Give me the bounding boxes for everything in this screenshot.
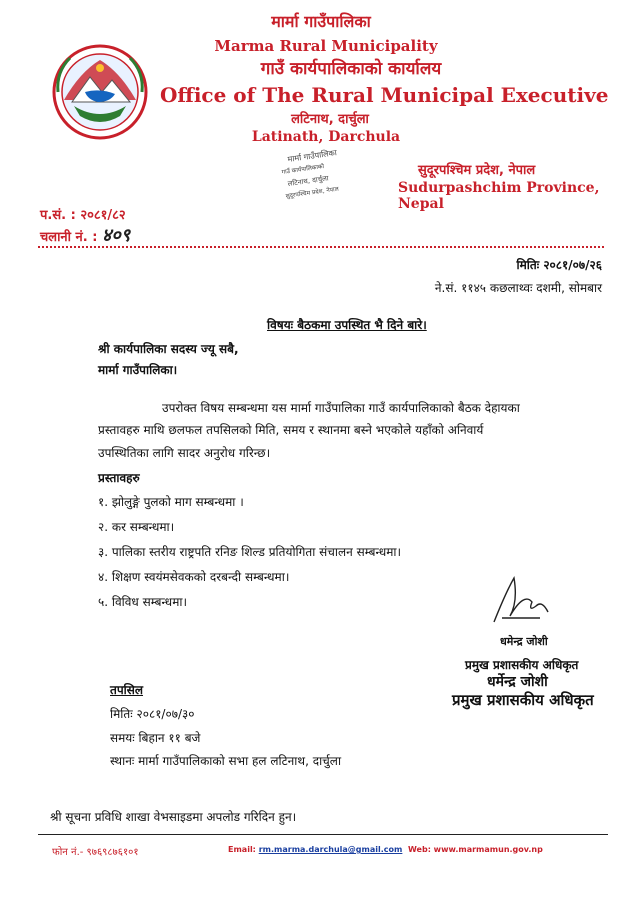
date-line [516, 256, 602, 273]
svg-text:लटिनाथ, दार्चुला: लटिनाथ, दार्चुला [287, 174, 330, 188]
proposal-item-5: ५. विविध सम्बन्धमा। [98, 595, 188, 609]
header-divider [38, 246, 604, 248]
nepal-sambat-line: ने.सं. ११४५ कछलाथ्वः दशमी, सोमबार [434, 281, 602, 295]
svg-text:मार्मा गाउँपालिका: मार्मा गाउँपालिका [287, 148, 338, 164]
en-province: Sudurpashchim Province, Nepal [398, 180, 600, 212]
tapsil-date: मितिः २०८१/०७/३० [110, 707, 195, 721]
chalani-label: चलानी नं. : [40, 230, 98, 245]
seal-icon [268, 148, 376, 204]
cc-line: श्री सूचना प्रविधि शाखा वेभसाइडमा अपलोड गरिदिन हुन। [50, 810, 297, 824]
svg-text:गाउँ कार्यपालिकाको: गाउँ कार्यपालिकाको [281, 163, 325, 176]
signatory-name-stamp: धर्मेन्द्र जोशी [487, 674, 548, 690]
municipality-emblem [50, 42, 150, 142]
footer-email [228, 845, 402, 854]
body-line-2: प्रस्तावहरु माथि छलफल तपसिलको मिति, समय र स्थानमा बस्ने भएकोले यहाँको अनिवार्य [98, 423, 484, 437]
proposals-heading: प्रस्तावहरु [98, 471, 140, 485]
en-address: Latinath, Darchula [251, 129, 401, 145]
handwritten-signature [484, 572, 556, 628]
en-municipality-name: Marma Rural Municipality [214, 37, 438, 55]
footer-website[interactable]: Web: www.marmamun.gov.np [408, 845, 543, 854]
subject-line: विषयः बैठकमा उपस्थित भै दिने बारे। [267, 318, 427, 332]
email-label: Email: [228, 845, 256, 854]
ref-ps [40, 205, 126, 223]
tapsil-heading: तपसिल [110, 683, 144, 697]
email-link[interactable]: rm.marma.darchula@gmail.com [258, 845, 403, 854]
date-value: २०८१/०७/२६ [543, 258, 602, 272]
body-line-3: उपस्थितिका लागि सादर अनुरोध गरिन्छ। [98, 446, 271, 460]
footer-divider [38, 834, 608, 835]
office-seal-stamp [268, 148, 376, 204]
np-address: लटिनाथ, दार्चुला [291, 112, 369, 127]
proposal-item-1: १. झोलुङ्गे पुलको माग सम्बन्धमा । [98, 495, 244, 509]
addressee-line-1: श्री कार्यपालिका सदस्य ज्यू सबै, [98, 342, 239, 356]
proposal-item-3: ३. पालिका स्तरीय राष्ट्रपति रनिङ शिल्ड प्रतियोगिता संचालन सम्बन्धमा। [98, 545, 402, 559]
addressee-line-2: मार्मा गाउँपालिका। [98, 363, 178, 377]
np-province: सुदूरपश्चिम प्रदेश, नेपाल [418, 163, 536, 178]
svg-text:सुदूरपश्चिम प्रदेश, नेपाल: सुदूरपश्चिम प्रदेश, नेपाल [285, 185, 340, 200]
chalani-value: ४०९ [101, 225, 131, 246]
np-office-name: गाउँ कार्यपालिकाको कार्यालय [260, 59, 442, 79]
ps-value: २०८१/८२ [80, 208, 126, 223]
proposal-item-4: ४. शिक्षण स्वयंमसेवकको दरबन्दी सम्बन्धमा। [98, 570, 290, 584]
ps-label: प.सं. : [40, 208, 76, 223]
signatory-title-stamp: प्रमुख प्रशासकीय अधिकृत [452, 691, 594, 709]
signatory-title-small: प्रमुख प्रशासकीय अधिकृत [465, 658, 579, 672]
emblem-icon [50, 42, 150, 142]
signature-icon [484, 572, 556, 628]
body-line-1: उपरोक्त विषय सम्बन्धमा यस मार्मा गाउँपालिका गाउँ कार्यपालिकाको बैठक देहायका [162, 401, 520, 415]
date-label: मितिः [516, 258, 540, 272]
en-office-name: Office of The Rural Municipal Executive [160, 83, 609, 107]
ref-chalani [40, 223, 130, 247]
np-municipality-name: मार्मा गाउँपालिका [271, 12, 371, 31]
tapsil-place: स्थानः मार्मा गाउँपालिकाको सभा हल लटिनाथ, दार्चुला [110, 754, 342, 768]
tapsil-time: समयः बिहान ११ बजे [110, 731, 201, 745]
signatory-name-small: धमेन्द्र जोशी [500, 635, 548, 648]
footer-phone: फोन नं.- ९७६९८७६१०१ [52, 847, 139, 858]
proposal-item-2: २. कर सम्बन्धमा। [98, 520, 175, 534]
